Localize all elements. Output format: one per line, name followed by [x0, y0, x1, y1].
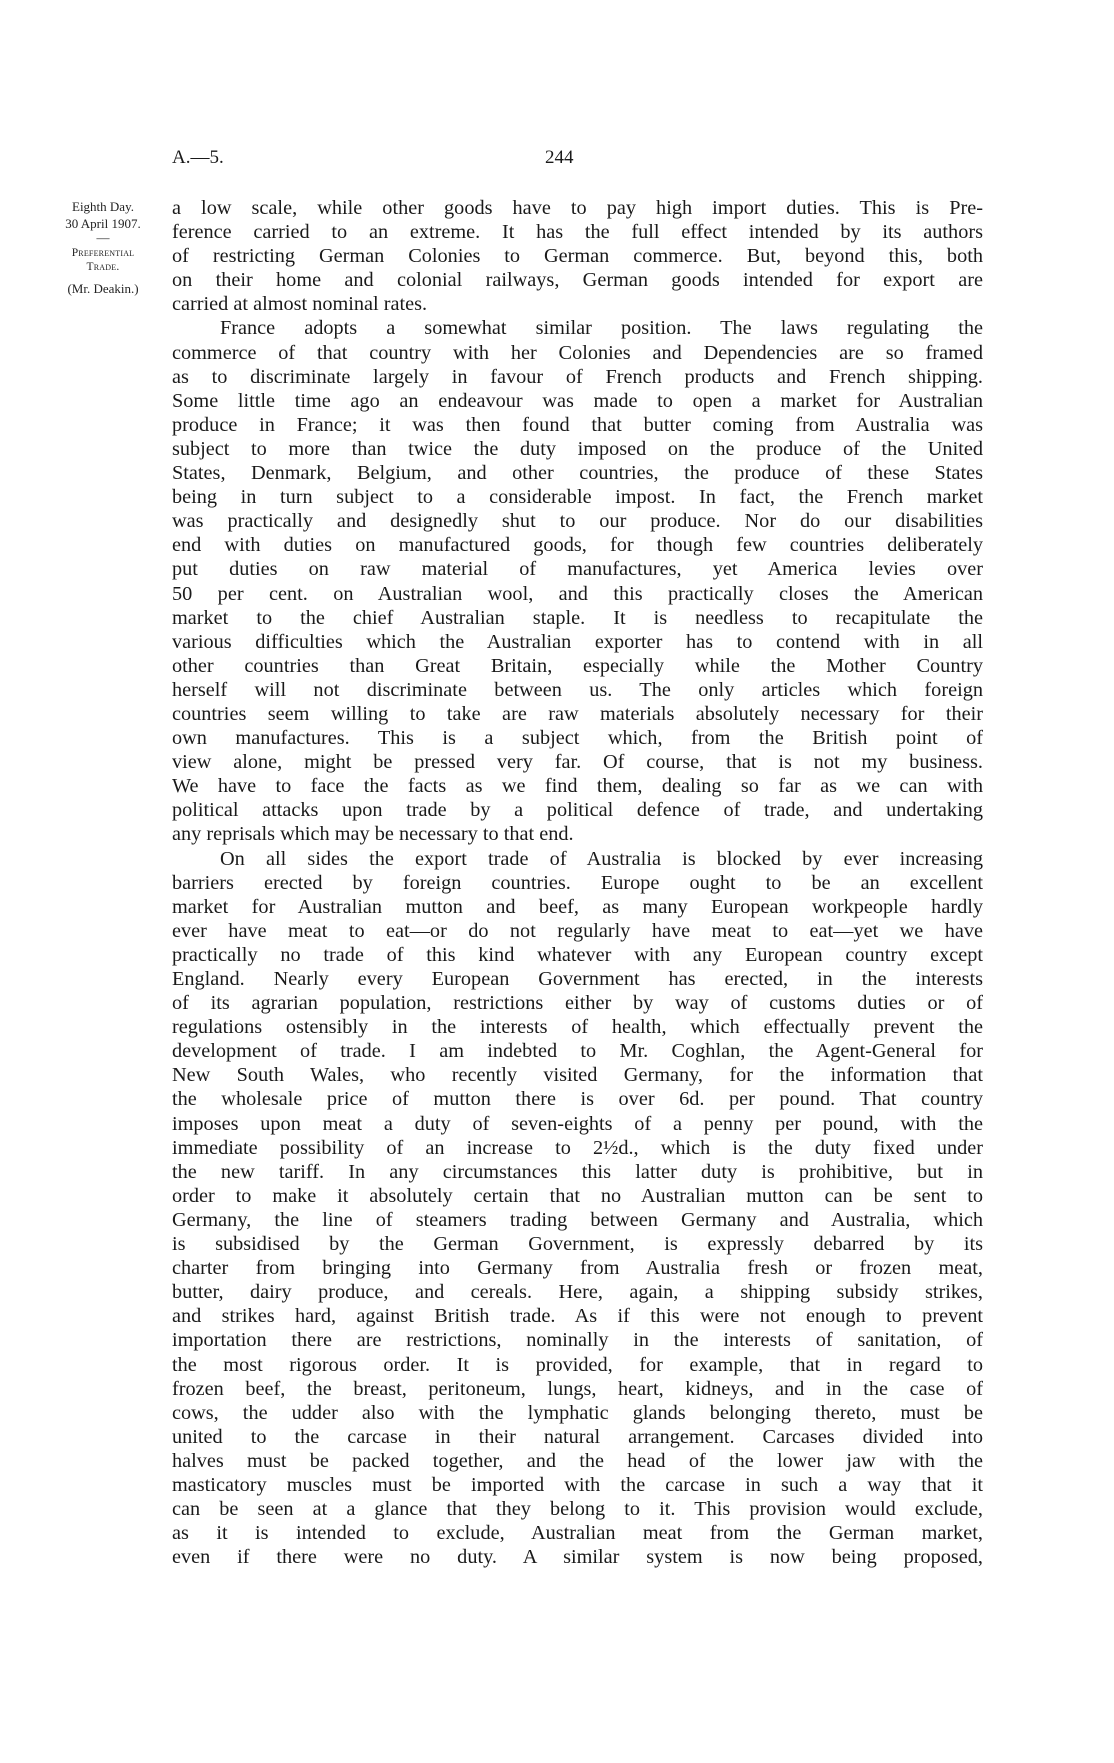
text-line: imposes upon meat a duty of seven-eights of a penny per pound, with the [172, 1112, 983, 1135]
text-line: other countries than Great Britain, especially while the Mother Country [172, 654, 983, 677]
text-line: frozen beef, the breast, peritoneum, lungs, heart, kidneys, and in the case of [172, 1377, 983, 1400]
text-line: of its agrarian population, restrictions either by way of customs duties or of [172, 992, 983, 1015]
margin-topic-line2: Trade. [86, 261, 120, 273]
text-line: herself will not discriminate between us. The only articles which foreign [172, 678, 983, 701]
margin-date: 30 April 1907. [65, 216, 141, 231]
text-line: end with duties on manufactured goods, for though few countries deliberately [172, 534, 983, 557]
text-line: charter from bringing into Germany from Australia fresh or frozen meat, [172, 1257, 983, 1280]
text-line: of restricting German Colonies to German commerce. But, beyond this, both [172, 245, 983, 268]
text-line: market for Australian mutton and beef, as many European workpeople hardly [172, 895, 983, 918]
text-line: united to the carcase in their natural arrangement. Carcases divided into [172, 1425, 983, 1448]
text-line: a low scale, while other goods have to pay high import duties. This is Pre- [172, 197, 983, 219]
text-line: practically no trade of this kind whatever with any European country except [172, 943, 983, 966]
text-line: various difficulties which the Australian exporter has to contend with in all [172, 630, 983, 653]
text-line: produce in France; it was then found that butter coming from Australia was [172, 413, 983, 436]
text-line: was practically and designedly shut to our produce. Nor do our disabilities [172, 510, 983, 533]
text-line: commerce of that country with her Colonies and Dependencies are so framed [172, 341, 983, 364]
body-text [172, 196, 983, 1569]
text-line: butter, dairy produce, and cereals. Here, again, a shipping subsidy strikes, [172, 1281, 983, 1304]
text-line: view alone, might be pressed very far. Of course, that is not my business. [172, 751, 983, 774]
text-line: the most rigorous order. It is provided, for example, that in regard to [172, 1353, 983, 1376]
text-line: own manufactures. This is a subject which, from the British point of [172, 727, 983, 750]
margin-day: Eighth Day. [72, 199, 134, 214]
text-line: 50 per cent. on Australian wool, and this practically closes the American [172, 582, 983, 605]
text-line: On all sides the export trade of Australia is blocked by ever increasing [220, 847, 983, 870]
text-line: cows, the udder also with the lymphatic glands belonging thereto, must be [172, 1401, 983, 1424]
text-line: Germany, the line of steamers trading between Germany and Australia, which [172, 1208, 983, 1231]
page-header [0, 147, 1114, 177]
margin-note [38, 198, 168, 297]
text-line: development of trade. I am indebted to Mr. Coghlan, the Agent-General for [172, 1040, 983, 1063]
margin-divider: — [96, 230, 110, 245]
text-line: put duties on raw material of manufactures, yet America levies over [172, 558, 983, 581]
page-number: 244 [545, 147, 574, 168]
text-line: England. Nearly every European Government has erected, in the interests [172, 968, 983, 990]
text-line: masticatory muscles must be imported with the carcase in such a way that it [172, 1473, 983, 1496]
text-line: immediate possibility of an increase to 2½d., which is the duty fixed under [172, 1136, 983, 1159]
text-line: and strikes hard, against British trade. As if this were not enough to prevent [172, 1305, 983, 1328]
text-line: ever have meat to eat—or do not regularly have meat to eat—yet we have [172, 919, 983, 942]
text-line: New South Wales, who recently visited Germany, for the information that [172, 1064, 983, 1087]
text-line: We have to face the facts as we find them, dealing so far as we can with [172, 775, 983, 798]
text-line: is subsidised by the German Government, is expressly debarred by its [172, 1233, 983, 1256]
text-line: halves must be packed together, and the head of the lower jaw with the [172, 1449, 983, 1472]
text-line: subject to more than twice the duty imposed on the produce of the United [172, 437, 983, 460]
text-line: political attacks upon trade by a political defence of trade, and undertaking [172, 799, 983, 822]
text-line: regulations ostensibly in the interests of health, which effectually prevent the [172, 1016, 983, 1039]
text-line: any reprisals which may be necessary to that end. [172, 823, 574, 846]
text-line: as it is intended to exclude, Australian meat from the German market, [172, 1522, 983, 1545]
text-line: barriers erected by foreign countries. Europe ought to be an excellent [172, 871, 983, 894]
text-line: being in turn subject to a considerable impost. In fact, the French market [172, 486, 983, 509]
text-line: as to discriminate largely in favour of French products and French shipping. [172, 365, 983, 388]
text-line: even if there were no duty. A similar system is now being proposed, [172, 1546, 983, 1569]
text-line: market to the chief Australian staple. It is needless to recapitulate the [172, 606, 983, 629]
text-line: carried at almost nominal rates. [172, 293, 428, 316]
text-line: countries seem willing to take are raw materials absolutely necessary for their [172, 702, 983, 725]
text-line: France adopts a somewhat similar position. The laws regulating the [220, 317, 983, 340]
text-line: can be seen at a glance that they belong to it. This provision would exclude, [172, 1498, 983, 1521]
text-line: the wholesale price of mutton there is over 6d. per pound. That country [172, 1088, 983, 1111]
margin-speaker: (Mr. Deakin.) [67, 281, 139, 296]
text-line: Some little time ago an endeavour was made to open a market for Australian [172, 389, 983, 412]
text-line: ference carried to an extreme. It has the full effect intended by its authors [172, 221, 983, 244]
text-line: importation there are restrictions, nominally in the interests of sanitation, of [172, 1329, 983, 1352]
text-line: States, Denmark, Belgium, and other countries, the produce of these States [172, 462, 983, 485]
text-line: the new tariff. In any circumstances this latter duty is prohibitive, but in [172, 1160, 983, 1183]
margin-topic-line1: Preferential [71, 247, 135, 259]
text-line: on their home and colonial railways, German goods intended for export are [172, 269, 983, 292]
text-line: order to make it absolutely certain that no Australian mutton can be sent to [172, 1184, 983, 1207]
document-reference: A.—5. [172, 147, 224, 168]
